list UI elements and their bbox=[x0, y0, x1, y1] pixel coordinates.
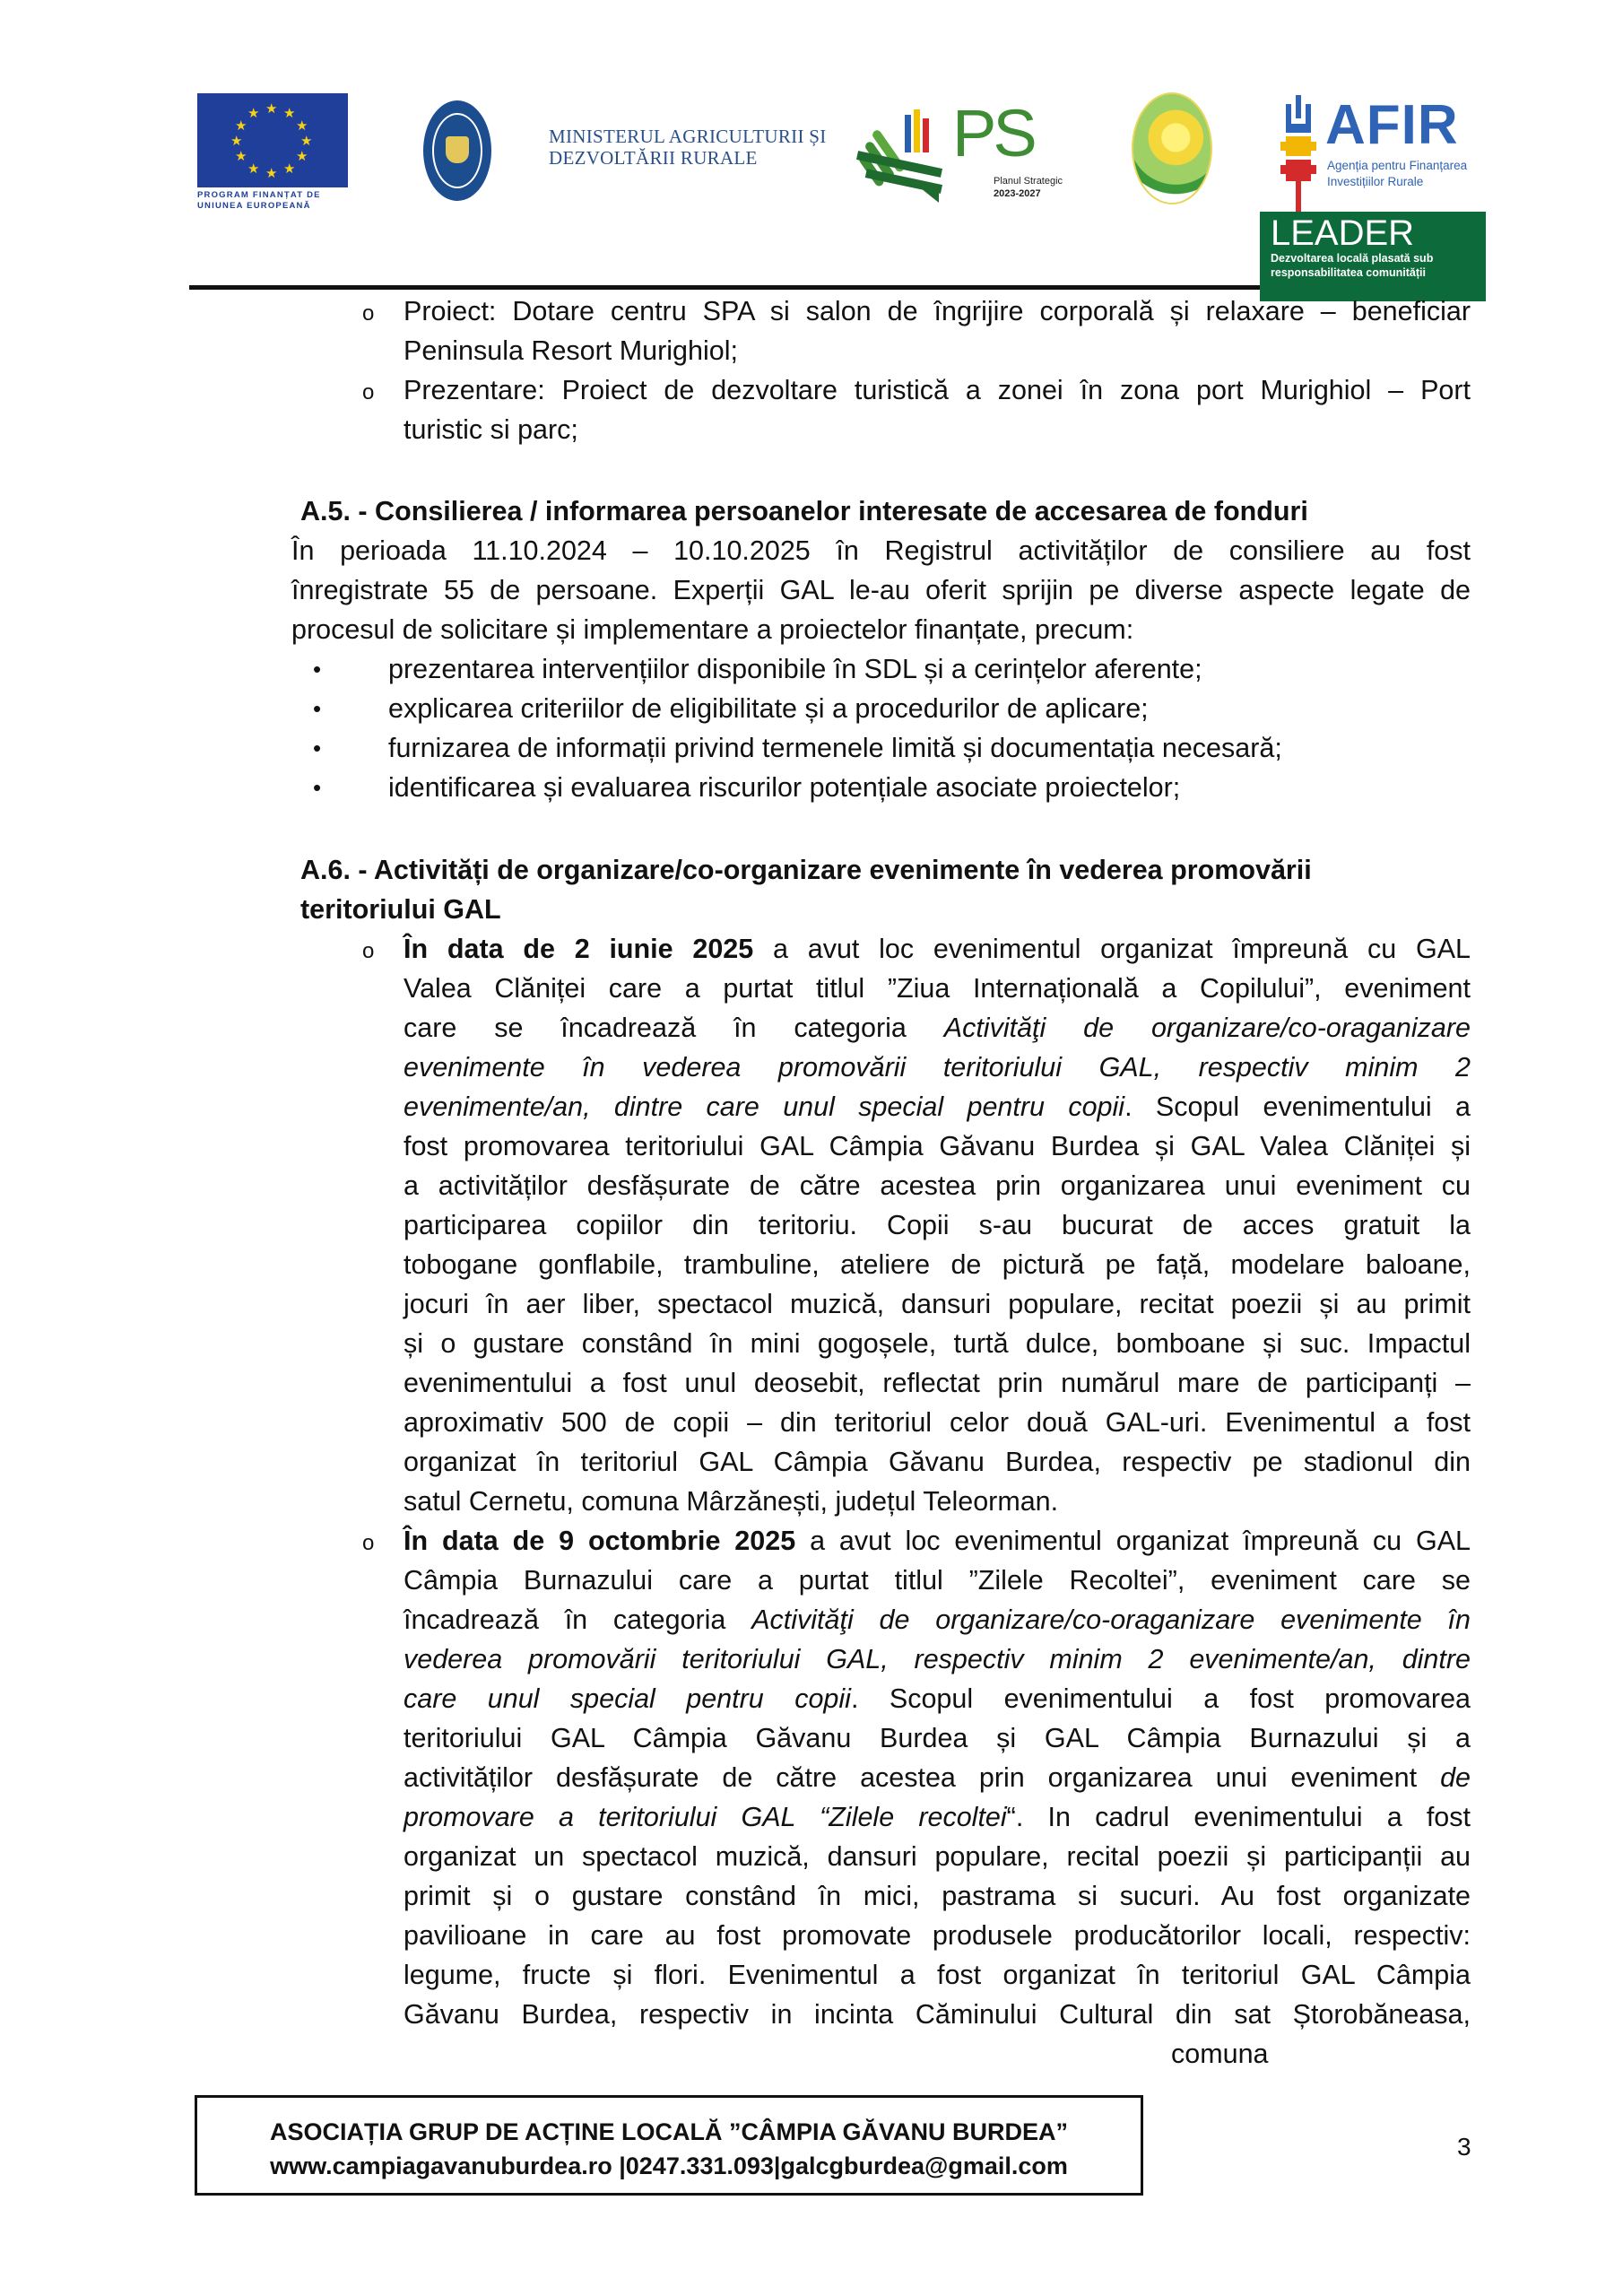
star-icon: ★ bbox=[235, 118, 247, 134]
event1-line15: satul Cernetu, comuna Mârzănești, județul Teleorman. bbox=[404, 1486, 1059, 1517]
event1-line3 bbox=[404, 1013, 1471, 1043]
government-seal-logo bbox=[423, 100, 491, 201]
event2-line8 bbox=[404, 1802, 1471, 1832]
event2-line10: primit și o gustare constând în mici, pastrama si sucuri. Au fost organizate bbox=[404, 1881, 1471, 1911]
eu-flag-logo bbox=[197, 93, 348, 187]
ministry-name bbox=[549, 126, 827, 169]
event2-line7-italic: de bbox=[1440, 1762, 1471, 1793]
page-number: 3 bbox=[1457, 2133, 1471, 2161]
event1-line1 bbox=[404, 934, 1471, 964]
footer-contact-box bbox=[195, 2095, 1143, 2196]
a5-para-line2: înregistrate 55 de persoane. Experții GAL le-au oferit sprijin pe diverse aspecte legate de bbox=[291, 575, 1471, 605]
circle-bullet-icon: o bbox=[362, 380, 375, 404]
star-icon: ★ bbox=[230, 134, 243, 149]
event2-line8-italic: promovare a teritoriului GAL “Zilele recoltei bbox=[404, 1802, 1007, 1832]
section-a6-heading-line2: teritoriului GAL bbox=[300, 894, 501, 925]
event2-line9: organizat un spectacol muzică, dansuri populare, recital poezii și participanții au bbox=[404, 1841, 1471, 1872]
star-icon: ★ bbox=[283, 106, 296, 121]
ministry-line2: DEZVOLTĂRII RURALE bbox=[549, 147, 758, 169]
intro-item-1-line2: Peninsula Resort Murighiol; bbox=[404, 335, 738, 366]
coat-of-arms-icon bbox=[446, 136, 469, 163]
event2-line3-italic: Activităţi de organizare/co-oraganizare evenimente în bbox=[751, 1605, 1471, 1635]
event2-line6: teritoriului GAL Câmpia Găvanu Burdea și GAL Câmpia Burnazului și a bbox=[404, 1723, 1471, 1753]
event1-line3-text: care se încadrează în categoria bbox=[404, 1013, 944, 1043]
footer-contact-info: www.campiagavanuburdea.ro |0247.331.093|galcgburdea@gmail.com bbox=[270, 2152, 1068, 2179]
section-a5-heading: A.5. - Consilierea / informarea persoanelor interesate de accesarea de fonduri bbox=[300, 496, 1308, 526]
planul-strategic-mark-icon bbox=[856, 106, 946, 204]
ps-logo-text: PS bbox=[952, 96, 1034, 170]
dot-bullet-icon: • bbox=[313, 695, 322, 722]
event2-line5-text: . Scopul evenimentului a fost promovarea bbox=[850, 1683, 1471, 1714]
event2-line1-text: a avut loc evenimentul organizat împreună cu GAL bbox=[795, 1526, 1471, 1556]
gal-campia-gavanu-burdea-logo bbox=[1132, 92, 1212, 204]
leader-subtitle-line1: Dezvoltarea locală plasată sub bbox=[1271, 252, 1434, 265]
event1-line4: evenimente în vederea promovării teritoriului GAL, respectiv minim 2 bbox=[404, 1052, 1471, 1083]
intro-item-1-line1: Proiect: Dotare centru SPA si salon de îngrijire corporală și relaxare – beneficiar bbox=[404, 296, 1471, 326]
leader-subtitle-line2: responsabilitatea comunității bbox=[1271, 266, 1426, 279]
event1-line7: a activităților desfășurate de către acestea prin organizarea unui eveniment cu bbox=[404, 1170, 1471, 1201]
event1-line13: aproximativ 500 de copii – din teritoriul celor două GAL-uri. Evenimentul a fost bbox=[404, 1407, 1471, 1438]
eu-caption-line2: UNIUNEA EUROPEANĂ bbox=[197, 201, 311, 211]
afir-subtitle-line1: Agenția pentru Finanțarea bbox=[1327, 159, 1468, 172]
event2-line13: Găvanu Burdea, respectiv in incinta Căminului Cultural din sat Ștorobăneasa, bbox=[404, 1999, 1471, 2030]
star-icon: ★ bbox=[296, 149, 308, 164]
event1-line14: organizat în teritoriul GAL Câmpia Găvanu Burdea, respectiv pe stadionul din bbox=[404, 1447, 1471, 1477]
star-icon: ★ bbox=[296, 118, 308, 134]
leader-badge bbox=[1260, 212, 1486, 301]
event2-line4: vederea promovării teritoriului GAL, respectiv minim 2 evenimente/an, dintre bbox=[404, 1644, 1471, 1674]
star-icon: ★ bbox=[265, 166, 278, 181]
footer-organization-name: ASOCIAȚIA GRUP DE ACȚINE LOCALĂ ”CÂMPIA GĂVANU BURDEA” bbox=[269, 2118, 1068, 2145]
event2-date: În data de 9 octombrie 2025 bbox=[404, 1526, 796, 1556]
event1-line11: și o gustare constând în mini gogoșele, turtă dulce, bomboane și suc. Impactul bbox=[404, 1328, 1471, 1359]
ps-caption bbox=[994, 175, 1063, 200]
afir-logo-text: AFIR bbox=[1325, 94, 1459, 156]
a5-para-line3: procesul de solicitare și implementare a proiectelor finanțate, precum: bbox=[291, 614, 1134, 645]
circle-bullet-icon: o bbox=[362, 1531, 375, 1555]
section-a6-heading-line1: A.6. - Activități de organizare/co-organizare evenimente în vederea promovării bbox=[300, 855, 1312, 885]
event2-line11: pavilioane in care au fost promovate produsele producătorilor locali, respectiv: bbox=[404, 1920, 1471, 1951]
afir-emblem-icon bbox=[1280, 95, 1316, 219]
a5-bullet-3: furnizarea de informații privind termenele limită și documentația necesară; bbox=[388, 733, 1282, 763]
leader-title: LEADER bbox=[1271, 213, 1415, 253]
event1-line1-text: a avut loc evenimentul organizat împreună cu GAL bbox=[753, 934, 1471, 964]
eu-caption-line1: PROGRAM FINANȚAT DE bbox=[197, 190, 321, 200]
dot-bullet-icon: • bbox=[313, 735, 322, 761]
a5-para-line1: În perioada 11.10.2024 – 10.10.2025 în Registrul activităților de consiliere au fost bbox=[291, 535, 1471, 566]
afir-subtitle bbox=[1327, 158, 1467, 190]
event1-line2: Valea Clăniței care a purtat titlul ”Ziua Internațională a Copilului”, eveniment bbox=[404, 973, 1471, 1004]
event2-line2: Câmpia Burnazului care a purtat titlul ”Zilele Recoltei”, eveniment care se bbox=[404, 1565, 1471, 1596]
event1-line8: participarea copiilor din teritoriu. Copii s-au bucurat de acces gratuit la bbox=[404, 1210, 1471, 1240]
event1-line5-italic: evenimente/an, dintre care unul special pentru copii bbox=[404, 1091, 1125, 1122]
event2-line7-text: activităților desfășurate de către acestea prin organizarea unui eveniment bbox=[404, 1762, 1441, 1793]
a5-bullet-1: prezentarea intervențiilor disponibile în SDL și a cerințelor aferente; bbox=[388, 654, 1202, 684]
star-icon: ★ bbox=[247, 106, 260, 121]
event1-line12: evenimentului a fost unul deosebit, reflectat prin numărul mare de participanți – bbox=[404, 1368, 1471, 1398]
intro-item-2-line2: turistic si parc; bbox=[404, 414, 578, 445]
circle-bullet-icon: o bbox=[362, 939, 375, 963]
intro-item-2-line1: Prezentare: Proiect de dezvoltare turistică a zonei în zona port Murighiol – Port bbox=[404, 375, 1471, 405]
star-icon: ★ bbox=[300, 134, 313, 149]
event2-line3-text: încadrează în categoria bbox=[404, 1605, 752, 1635]
event1-line9: tobogane gonflabile, trambuline, ateliere de pictură pe față, modelare baloane, bbox=[404, 1249, 1471, 1280]
ps-caption-years: 2023-2027 bbox=[994, 188, 1041, 199]
a5-bullet-2: explicarea criteriilor de eligibilitate și a procedurilor de aplicare; bbox=[388, 693, 1149, 724]
event1-line5 bbox=[404, 1091, 1471, 1122]
afir-subtitle-line2: Investițiilor Rurale bbox=[1327, 175, 1424, 188]
event1-line3-italic: Activităţi de organizare/co-oraganizare bbox=[943, 1013, 1471, 1043]
event2-line7 bbox=[404, 1762, 1471, 1793]
eu-caption bbox=[197, 190, 354, 212]
ps-caption-line1: Planul Strategic bbox=[994, 176, 1063, 187]
event2-line12: legume, fructe și flori. Evenimentul a fost organizat în teritoriul GAL Câmpia bbox=[404, 1960, 1471, 1990]
event2-line8-text: “. In cadrul evenimentului a fost bbox=[1006, 1802, 1471, 1832]
dot-bullet-icon: • bbox=[313, 656, 322, 683]
event1-date: În data de 2 iunie 2025 bbox=[404, 934, 754, 964]
header-divider bbox=[189, 285, 1260, 290]
a5-bullet-4: identificarea și evaluarea riscurilor potențiale asociate proiectelor; bbox=[388, 772, 1181, 803]
star-icon: ★ bbox=[265, 101, 278, 117]
event2-line5 bbox=[404, 1683, 1471, 1714]
event1-line10: jocuri în aer liber, spectacol muzică, dansuri populare, recitat poezii și au primit bbox=[404, 1289, 1471, 1319]
ministry-line1: MINISTERUL AGRICULTURII ȘI bbox=[549, 126, 827, 147]
star-icon: ★ bbox=[247, 161, 260, 177]
event1-line6: fost promovarea teritoriului GAL Câmpia Găvanu Burdea și GAL Valea Clăniței și bbox=[404, 1131, 1471, 1161]
dot-bullet-icon: • bbox=[313, 774, 322, 801]
event2-line1 bbox=[404, 1526, 1471, 1556]
event2-line3 bbox=[404, 1605, 1471, 1635]
circle-bullet-icon: o bbox=[362, 301, 375, 326]
event2-line14: comuna bbox=[1171, 2039, 1269, 2069]
event2-line5-italic: care unul special pentru copii bbox=[404, 1683, 851, 1714]
star-icon: ★ bbox=[283, 161, 296, 177]
star-icon: ★ bbox=[235, 149, 247, 164]
event1-line5-text: . Scopul evenimentului a bbox=[1124, 1091, 1471, 1122]
